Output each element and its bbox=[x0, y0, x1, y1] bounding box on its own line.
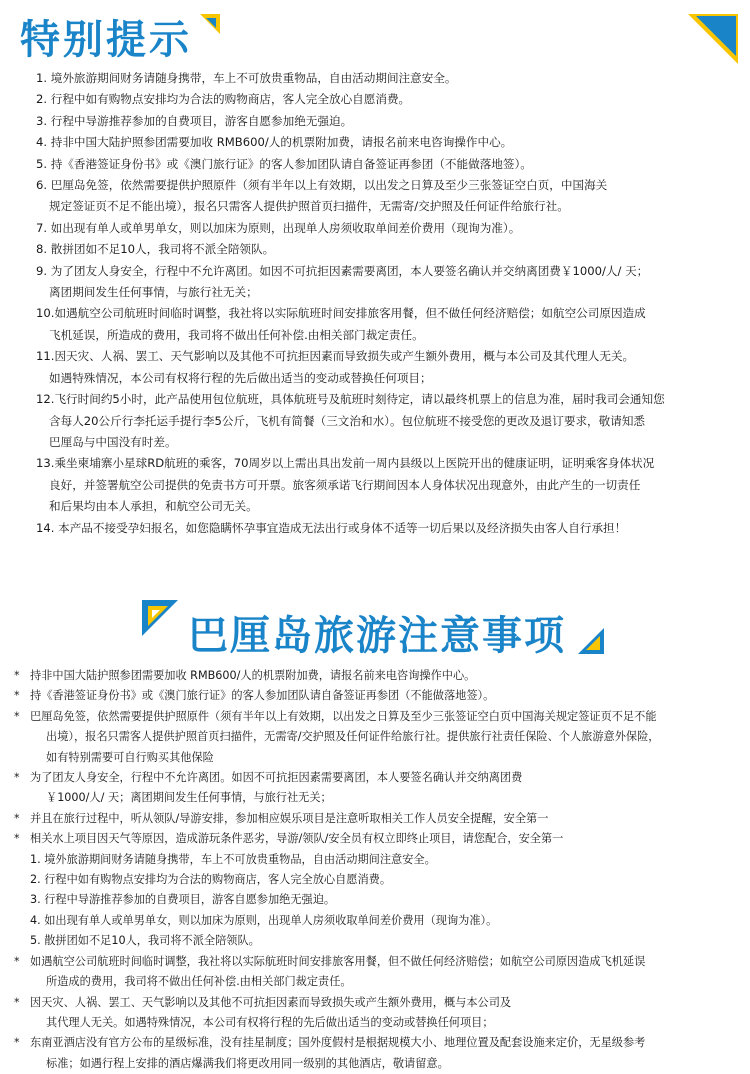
item-text-line: 11.因天灾、人祸、罢工、天气影响以及其他不可抗拒因素而导致损失或产生额外费用，概与本公司及其代理人无关。 bbox=[36, 349, 635, 364]
item-text-line: 标准；如遇行程上安排的酒店爆满我们将更改用同一级别的其他酒店，敬请留意。 bbox=[46, 1056, 449, 1070]
item-text-line: 巴厘岛与中国没有时差。 bbox=[49, 434, 177, 449]
list-item bbox=[14, 952, 734, 993]
list-item bbox=[14, 890, 734, 910]
item-text-line: 如遇航空公司航班时间临时调整，我社将以实际航班时间安排旅客用餐，但不做任何经济赔偿；如航空公司原因造成飞机延误 bbox=[30, 954, 646, 968]
list-item bbox=[36, 518, 726, 539]
item-text-line: 出境），报名只需客人提供护照首页扫描件，无需寄/交护照及任何证件给旅行社。提供旅行社责任保险、个人旅游意外保险， bbox=[46, 730, 660, 744]
item-text-line: 6. 巴厘岛免签，依然需要提供护照原件（须有半年以上有效期，以出发之日算及至少三张签证空白页，中国海关 bbox=[36, 178, 608, 193]
list-item bbox=[14, 850, 734, 870]
item-text-line: 5. 持《香港签证身份书》或《澳门旅行证》的客人参加团队请自备签证再参团（不能做落地签）。 bbox=[36, 156, 532, 171]
bullet-mark: * bbox=[14, 832, 20, 846]
list-item bbox=[14, 931, 734, 951]
item-text-line: 如遇特殊情况，本公司有权将行程的先后做出适当的变动或替换任何项目； bbox=[49, 370, 432, 385]
list-item bbox=[36, 68, 726, 89]
list-item bbox=[36, 389, 726, 453]
item-text-line: 4. 如出现有单人或单男单女，则以加床为原则，出现单人房须收取单间差价费用（现询为准）。 bbox=[30, 913, 498, 927]
item-text-line: 5. 散拼团如不足10人，我司将不派全陪领队。 bbox=[30, 934, 260, 948]
bullet-mark: * bbox=[14, 689, 20, 703]
item-text-line: 3. 行程中导游推荐参加的自费项目，游客自愿参加绝无强迫。 bbox=[30, 893, 336, 907]
list-item bbox=[36, 111, 726, 132]
list-item bbox=[36, 453, 726, 517]
list-item bbox=[36, 218, 726, 239]
corner-decoration-icon bbox=[686, 12, 740, 66]
bullet-mark: * bbox=[14, 1036, 20, 1050]
item-text-line: 离团期间发生任何事情，与旅行社无关； bbox=[49, 285, 258, 300]
list-item bbox=[14, 768, 734, 809]
list-item bbox=[14, 870, 734, 890]
item-text-line: 其代理人无关。如遇特殊情况，本公司有权将行程的先后做出适当的变动或替换任何项目； bbox=[46, 1015, 494, 1029]
list-item bbox=[14, 911, 734, 931]
section1-list bbox=[36, 68, 726, 539]
item-text-line: 14. 本产品不接受孕妇报名，如您隐瞒怀孕事宜造成无法出行或身体不适等一切后果以及经济损失由客人自行承担！ bbox=[36, 520, 627, 535]
item-text-line: 规定签证页不足不能出境），报名只需客人提供护照首页扫描件，无需寄/交护照及任何证件给旅行社。 bbox=[49, 199, 569, 214]
item-text-line: 相关水上项目因天气等原因，造成游玩条件恶劣，导游/领队/安全员有权立即终止项目，请您配合，安全第一 bbox=[30, 832, 564, 846]
item-text-line: 2. 行程中如有购物点安排均为合法的购物商店，客人完全放心自愿消费。 bbox=[36, 92, 411, 107]
item-text-line: ￥1000/人/ 天；离团期间发生任何事情，与旅行社无关； bbox=[46, 791, 332, 805]
list-item bbox=[36, 89, 726, 110]
item-text-line: 2. 行程中如有购物点安排均为合法的购物商店，客人完全放心自愿消费。 bbox=[30, 873, 392, 887]
list-item bbox=[36, 132, 726, 153]
item-text-line: 因天灾、人祸、罢工、天气影响以及其他不可抗拒因素而导致损失或产生额外费用，概与本公司及 bbox=[30, 995, 512, 1009]
item-text-line: 巴厘岛免签，依然需要提供护照原件（须有半年以上有效期，以出发之日算及至少三张签证空白页中国海关规定签证页不足不能 bbox=[30, 709, 657, 723]
bullet-mark: * bbox=[14, 995, 20, 1009]
item-text-line: 1. 境外旅游期间财务请随身携带，车上不可放贵重物品，自由活动期间注意安全。 bbox=[36, 71, 457, 85]
item-text-line: 和后果均由本人承担，和航空公司无关。 bbox=[49, 499, 258, 514]
list-item bbox=[36, 261, 726, 304]
bullet-mark: * bbox=[14, 811, 20, 825]
item-text-line: 所造成的费用，我司将不做出任何补偿.由相关部门裁定责任。 bbox=[46, 975, 352, 989]
list-item bbox=[36, 346, 726, 389]
list-item bbox=[36, 303, 726, 346]
list-item bbox=[14, 993, 734, 1034]
item-text-line: 3. 行程中导游推荐参加的自费项目，游客自愿参加绝无强迫。 bbox=[36, 113, 353, 128]
list-item bbox=[14, 809, 734, 829]
item-text-line: 4. 持非中国大陆护照参团需要加收 RMB600/人的机票附加费，请报名前来电咨询操作中心。 bbox=[36, 135, 513, 150]
item-text-line: 如有特别需要可自行购买其他保险 bbox=[46, 750, 214, 764]
list-item bbox=[36, 154, 726, 175]
title-corner-icon bbox=[196, 12, 222, 38]
item-text-line: 飞机延误，所造成的费用，我司将不做出任何补偿.由相关部门裁定责任。 bbox=[49, 327, 424, 342]
item-text-line: 并且在旅行过程中，听从领队/导游安排，参加相应娱乐项目是注意听取相关工作人员安全提醒，安全第一 bbox=[30, 811, 549, 825]
item-text-line: 持非中国大陆护照参团需要加收 RMB600/人的机票附加费，请报名前来电咨询操作中心。 bbox=[30, 669, 476, 682]
bullet-mark: * bbox=[14, 669, 20, 682]
item-text-line: 东南亚酒店没有官方公布的星级标准，没有挂星制度；国外度假村是根据规模大小、地理位置及配套设施来定价，无星级参考 bbox=[30, 1036, 646, 1050]
bullet-mark: * bbox=[14, 709, 20, 723]
item-text-line: 持《香港签证身份书》或《澳门旅行证》的客人参加团队请自备签证再参团（不能做落地签）。 bbox=[30, 689, 495, 703]
list-item bbox=[14, 666, 734, 686]
item-text-line: 13.乘坐柬埔寨小星球RD航班的乘客，70周岁以上需出具出发前一周内县级以上医院开出的健康证明，证明乘客身体状况 bbox=[36, 456, 655, 471]
list-item bbox=[14, 829, 734, 849]
title-right-bracket-icon bbox=[576, 626, 606, 656]
section1-title: 特别提示 bbox=[20, 17, 192, 63]
section2-title: 巴厘岛旅游注意事项 bbox=[188, 613, 566, 659]
list-item bbox=[14, 707, 734, 768]
item-text-line: 12.飞行时间约5小时，此产品使用包位航班，具体航班号及航班时刻待定，请以最终机票上的信息为准，届时我司会通知您 bbox=[36, 392, 665, 407]
item-text-line: 1. 境外旅游期间财务请随身携带，车上不可放贵重物品，自由活动期间注意安全。 bbox=[30, 852, 436, 866]
bullet-mark: * bbox=[14, 771, 20, 785]
item-text-line: 为了团友人身安全，行程中不允许离团。如因不可抗拒因素需要离团，本人要签名确认并交纳离团费 bbox=[30, 771, 523, 785]
list-item bbox=[36, 175, 726, 218]
list-item bbox=[14, 686, 734, 706]
list-item bbox=[36, 239, 726, 260]
item-text-line: 7. 如出现有单人或单男单女，则以加床为原则，出现单人房须收取单间差价费用（现询为准）。 bbox=[36, 220, 521, 235]
item-text-line: 良好，并签署航空公司提供的免责书方可开票。旅客须承诺飞行期间因本人身体状况出现意外，由此产生的一切责任 bbox=[49, 477, 641, 492]
bullet-mark: * bbox=[14, 954, 20, 968]
section2-list bbox=[14, 666, 734, 1074]
item-text-line: 含每人20公斤行李托运手提行李5公斤，飞机有简餐（三文治和水）。包位航班不接受您的更改及退订要求，敬请知悉 bbox=[49, 413, 646, 428]
title-left-bracket-icon bbox=[140, 598, 180, 638]
item-text-line: 8. 散拼团如不足10人，我司将不派全陪领队。 bbox=[36, 242, 275, 257]
item-text-line: 9. 为了团友人身安全，行程中不允许离团。如因不可抗拒因素需要离团，本人要签名确认并交纳离团费￥1000/人/ 天； bbox=[36, 263, 649, 278]
item-text-line: 10.如遇航空公司航班时间临时调整，我社将以实际航班时间安排旅客用餐，但不做任何经济赔偿；如航空公司原因造成 bbox=[36, 306, 646, 321]
